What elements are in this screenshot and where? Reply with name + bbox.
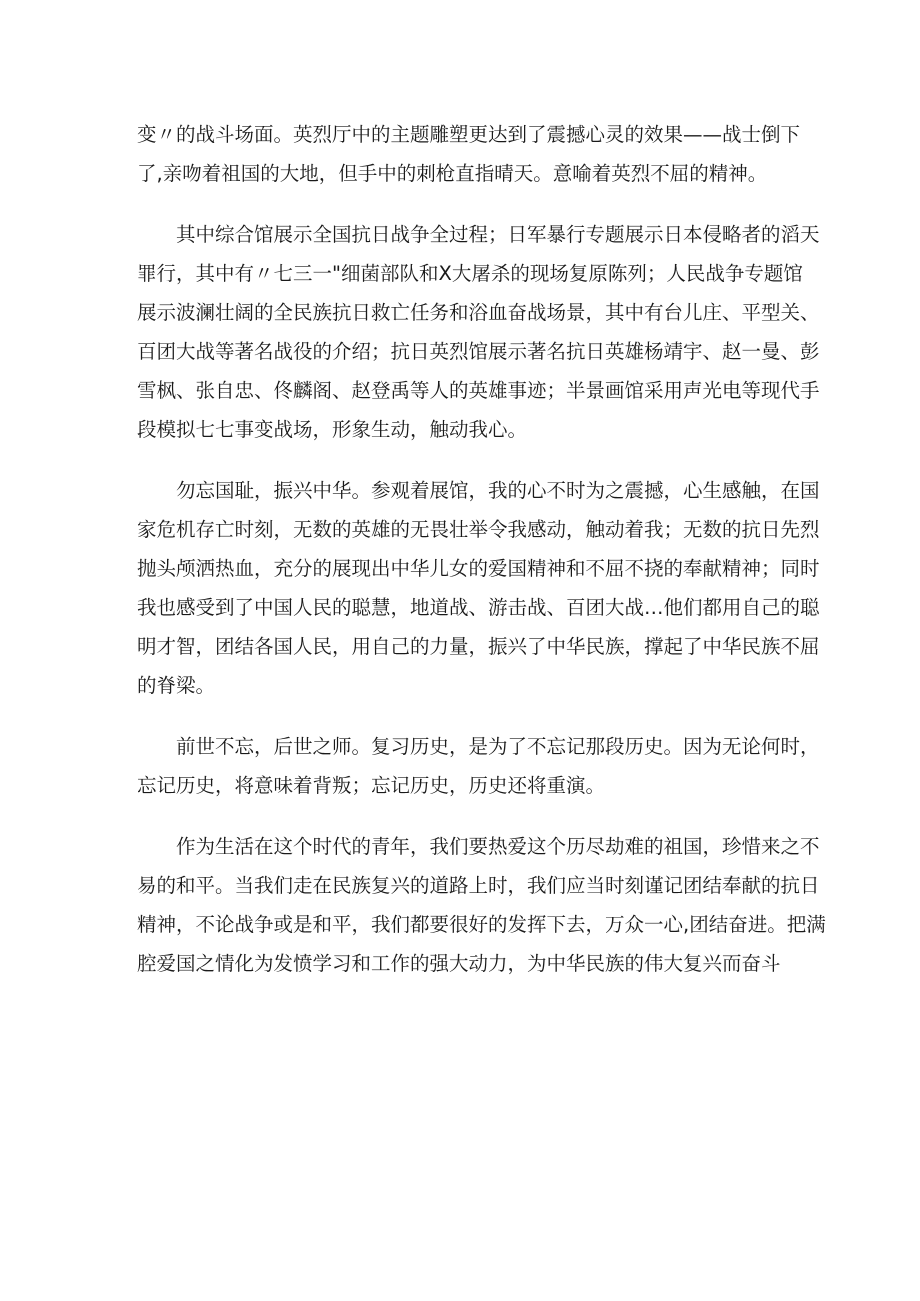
text-line: 精神，不论战争或是和平，我们都要很好的发挥下去，万众一心,团结奋进。把满 xyxy=(137,913,826,936)
text-line: 作为生活在这个时代的青年，我们要热爱这个历尽劫难的祖国，珍惜来之不 xyxy=(176,835,820,858)
text-line: 的脊梁。 xyxy=(137,674,216,697)
text-line: 展示波澜壮阔的全民族抗日救亡任务和浴血奋战场景，其中有台儿庄、平型关、 xyxy=(137,301,820,324)
text-line: 前世不忘，后世之师。复习历史，是为了不忘记那段历史。因为无论何时， xyxy=(176,735,820,758)
paragraph-2 xyxy=(137,215,820,449)
text-line: 罪行，其中有〃七三一"细菌部队和X大屠杀的现场复原陈列；人民战争专题馆 xyxy=(137,262,803,285)
text-line: 腔爱国之情化为发愤学习和工作的强大动力，为中华民族的伟大复兴而奋斗 xyxy=(137,952,781,975)
text-line: 抛头颅洒热血，充分的展现出中华儿女的爱国精神和不屈不挠的奉献精神；同时 xyxy=(137,557,820,580)
text-line: 我也感受到了中国人民的聪慧，地道战、游击战、百团大战…他们都用自己的聪 xyxy=(137,596,820,619)
text-line: 百团大战等著名战役的介绍；抗日英烈馆展示著名抗日英雄杨靖宇、赵一曼、彭 xyxy=(137,340,820,363)
text-line: 变〃的战斗场面。英烈厅中的主题雕塑更达到了震撼心灵的效果——战士倒下 xyxy=(137,123,801,146)
text-line: 雪枫、张自忠、佟麟阁、赵登禹等人的英雄事迹；半景画馆采用声光电等现代手 xyxy=(137,379,820,402)
paragraph-4 xyxy=(137,727,820,805)
text-line: 段模拟七七事变战场，形象生动，触动我心。 xyxy=(137,418,528,441)
paragraph-1 xyxy=(137,115,817,193)
text-line: 勿忘国耻，振兴中华。参观着展馆，我的心不时为之震撼，心生感触，在国 xyxy=(176,479,820,502)
text-line: 忘记历史，将意味着背叛；忘记历史，历史还将重演。 xyxy=(137,774,606,797)
paragraph-3 xyxy=(137,471,820,705)
text-line: 其中综合馆展示全国抗日战争全过程；日军暴行专题展示日本侵略者的滔天 xyxy=(176,223,820,246)
text-line: 易的和平。当我们走在民族复兴的道路上时，我们应当时刻谨记团结奉献的抗日 xyxy=(137,874,820,897)
text-line: 了,亲吻着祖国的大地，但手中的刺枪直指晴天。意喻着英烈不屈的精神。 xyxy=(137,162,768,185)
text-line: 明才智，团结各国人民，用自己的力量，振兴了中华民族，撑起了中华民族不屈 xyxy=(137,635,820,658)
text-line: 家危机存亡时刻，无数的英雄的无畏壮举令我感动，触动着我；无数的抗日先烈 xyxy=(137,518,820,541)
paragraph-5 xyxy=(137,827,826,983)
document-body xyxy=(137,115,826,1005)
